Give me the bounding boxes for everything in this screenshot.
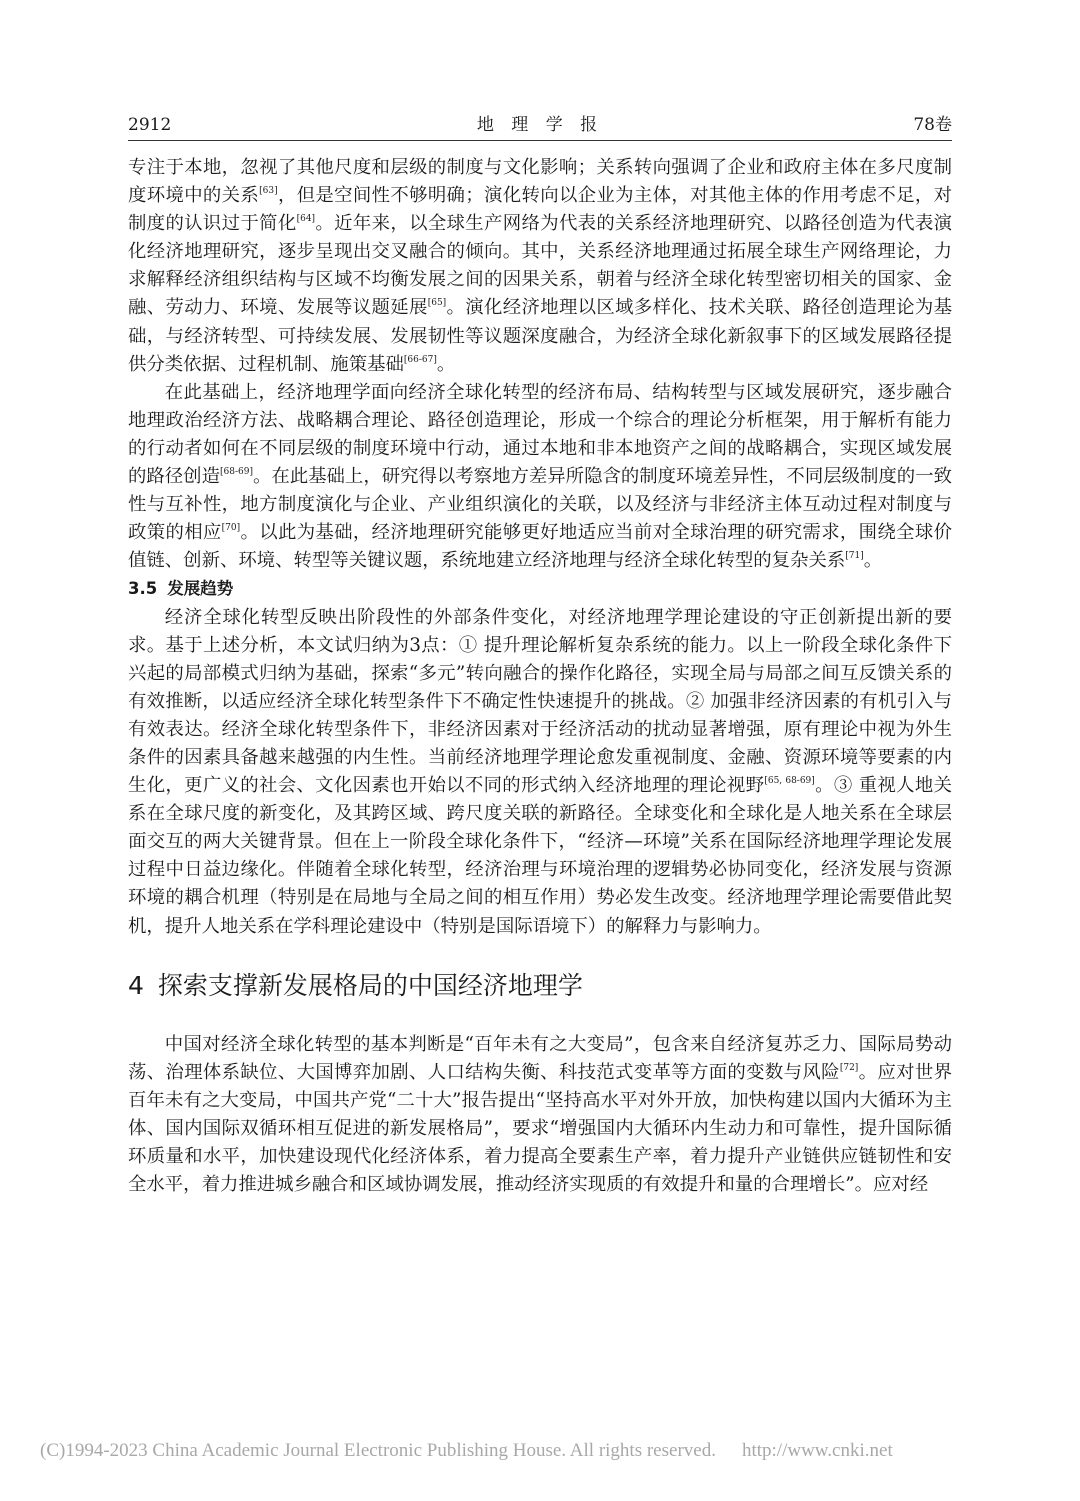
text-run: 。③ 重视人地关系在全球尺度的新变化，及其跨区域、跨尺度关联的新路径。全球变化和全球化是人地关系在全球层面交互的两大关键背景。但在上一阶段全球化条件下，“经济—环境”关系在国际经济地理学理论发展过程中日益边缘化。伴随着全球化转型，经济治理与环境治理的逻辑势必协同变化，经济发展与资源环境的耦合机理（特别是在局地与全局之间的相互作用）势必发生改变。经济地理学理论需要借此契机，提升人地关系在学科理论建设中（特别是国际语境下）的解释力与影响力。 bbox=[128, 775, 952, 937]
section-number: 3.5 bbox=[128, 579, 158, 599]
text-run: 中国对经济全球化转型的基本判断是“百年未有之大变局”，包含来自经济复苏乏力、国际局势动荡、治理体系缺位、大国博弈加剧、人口结构失衡、科技范式变革等方面的变数与风险 bbox=[128, 1033, 952, 1083]
section-heading-4 bbox=[128, 969, 952, 1003]
paragraph-continued bbox=[128, 154, 952, 379]
section-heading-3-5 bbox=[128, 575, 952, 603]
body-text bbox=[128, 154, 952, 1199]
copyright-footer bbox=[40, 1440, 1050, 1462]
page-number: 2912 bbox=[128, 115, 172, 135]
volume-label: 78卷 bbox=[913, 115, 952, 135]
text-run: 在此基础上，经济地理学面向经济全球化转型的经济布局、结构转型与区域发展研究，逐步融合地理政治经济方法、战略耦合理论、路径创造理论，形成一个综合的理论分析框架，用于解析有能力的行动者如何在不同层级的制度环境中行动，通过本地和非本地资产之间的战略耦合，实现区域发展的路径创造 bbox=[128, 381, 952, 488]
copyright-text: (C)1994-2023 China Academic Journal Electronic Publishing House. All rights reserved. bbox=[40, 1440, 716, 1461]
text-run: 。以此为基础，经济地理研究能够更好地适应当前对全球治理的研究需求，围绕全球价值链、创新、环境、转型等关键议题，系统地建立经济地理与经济全球化转型的复杂关系 bbox=[128, 522, 952, 572]
text-run: 。 bbox=[863, 550, 883, 572]
text-run: 经济全球化转型反映出阶段性的外部条件变化，对经济地理学理论建设的守正创新提出新的要求。基于上述分析，本文试归纳为3点：① 提升理论解析复杂系统的能力。以上一阶段全球化条件下兴起的局部模式归纳为基础，探索“多元”转向融合的操作化路径，实现全局与局部之间互反馈关系的有效推断，以适应经济全球化转型条件下不确定性快速提升的挑战。② 加强非经济因素的有机引入与有效表达。经济全球化转型条件下，非经济因素对于经济活动的扰动显著增强，原有理论中视为外生条件的因素具备越来越强的内生性。当前经济地理学理论愈发重视制度、金融、资源环境等要素的内生化，更广义的社会、文化因素也开始以不同的形式纳入经济地理的理论视野 bbox=[128, 606, 952, 797]
section-title: 探索支撑新发展格局的中国经济地理学 bbox=[157, 970, 583, 1000]
citation: [63] bbox=[259, 186, 278, 197]
header-rule bbox=[128, 140, 952, 141]
text-run: 。近年来，以全球生产网络为代表的关系经济地理研究、以路径创造为代表演化经济地理研究，逐步呈现出交叉融合的倾向。其中，关系经济地理通过拓展全球生产网络理论，力求解释经济组织结构与区域不均衡发展之间的因果关系，朝着与经济全球化转型密切相关的国家、金融、劳动力、环境、发展等议题延展 bbox=[128, 213, 952, 319]
citation: [71] bbox=[845, 551, 864, 562]
citation: [72] bbox=[839, 1062, 859, 1073]
citation: [64] bbox=[296, 214, 316, 225]
citation: [70] bbox=[221, 523, 241, 534]
paragraph bbox=[128, 379, 952, 576]
text-run: 。应对世界百年未有之大变局，中国共产党“二十大”报告提出“坚持高水平对外开放，加快构建以国内大循环为主体、国内国际双循环相互促进的新发展格局”，要求“增强国内大循环内生动力和可靠性，提升国际循环质量和水平，加快建设现代化经济体系，着力提高全要素生产率，着力提升产业链供应链韧性和安全水平，着力推进城乡融合和区域协调发展，推动经济实现质的有效提升和量的合理增长”。应对经 bbox=[128, 1061, 952, 1196]
text-run: 。 bbox=[436, 353, 456, 375]
citation: [68-69] bbox=[219, 467, 253, 478]
text-run: 。演化经济地理以区域多样化、技术关联、路径创造理论为基础，与经济转型、可持续发展、发展韧性等议题深度融合，为经济全球化新叙事下的区域发展路径提供分类依据、过程机制、施策基础 bbox=[128, 297, 952, 375]
paragraph bbox=[128, 604, 952, 941]
paragraph bbox=[128, 1031, 952, 1200]
running-head bbox=[128, 110, 952, 140]
section-title: 发展趋势 bbox=[167, 579, 234, 599]
citation: [65, 68-69] bbox=[764, 776, 815, 787]
citation: [65] bbox=[427, 298, 447, 309]
text-run: 专注于本地，忽视了其他尺度和层级的制度与文化影响；关系转向强调了企业和政府主体在多尺度制度环境中的关系 bbox=[128, 157, 952, 207]
citation: [66-67] bbox=[403, 354, 437, 365]
text-run: ，但是空间性不够明确；演化转向以企业为主体，对其他主体的作用考虑不足，对制度的认识过于简化 bbox=[128, 185, 952, 235]
section-number: 4 bbox=[128, 970, 144, 1000]
journal-title: 地 理 学 报 bbox=[476, 115, 604, 135]
cnki-link[interactable]: http://www.cnki.net bbox=[741, 1440, 893, 1461]
text-run: 。在此基础上，研究得以考察地方差异所隐含的制度环境差异性，不同层级制度的一致性与互补性，地方制度演化与企业、产业组织演化的关联，以及经济与非经济主体互动过程对制度与政策的相应 bbox=[128, 466, 952, 544]
